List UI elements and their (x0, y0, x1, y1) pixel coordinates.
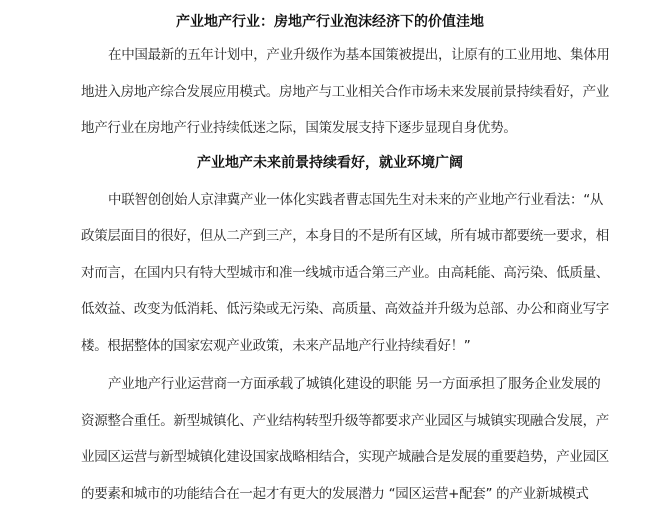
article-title: 产业地产行业：房地产行业泡沫经济下的价值洼地 (176, 14, 484, 30)
paragraph-line: 的要素和城市的功能结合在一起才有更大的发展潜力 “园区运营+配套” 的产业新城模式 (81, 485, 589, 502)
paragraph-line: 对而言，在国内只有特大型城市和准一线城市适合第三产业。由高耗能、高污染、低质量、 (81, 264, 609, 281)
paragraph-quote (81, 182, 609, 365)
paragraph-line: 在中国最新的五年计划中，产业升级作为基本国策被提出，让原有的工业用地、集体用 (108, 47, 610, 63)
paragraph-line: 资源整合重任。新型城镇化、产业结构转型升级等都要求产业园区与城镇实现融合发展，产 (81, 412, 609, 429)
paragraph-line: 产业地产行业运营商一方面承载了城镇化建设的职能 另一方面承担了服务企业发展的 (108, 376, 601, 392)
paragraph-line: 地进入房地产综合发展应用模式。房地产与工业相关合作市场未来发展前景持续看好，产业 (81, 83, 609, 100)
section-subtitle: 产业地产未来前景持续看好，就业环境广阔 (197, 154, 463, 171)
paragraph-line: 政策层面目的很好，但从二产到三产，本身目的不是所有区域，所有城市都要统一要求，相 (81, 228, 609, 244)
paragraph-line: 中联智创创始人京津冀产业一体化实践者曹志国先生对未来的产业地产行业看法：“从 (108, 191, 604, 208)
paragraph-line: 业园区运营与新型城镇化建设国家战略相结合，实现产城融合是发展的重要趋势，产业园区 (81, 449, 609, 465)
paragraph-line: 地产行业在房地产行业持续低迷之际，国策发展支持下逐步显现自身优势。 (81, 120, 517, 136)
paragraph-operators (81, 366, 609, 512)
paragraph-line: 楼。根据整体的国家宏观产业政策，未来产品地产行业持续看好！” (81, 337, 471, 354)
article (81, 0, 610, 512)
paragraph-intro (81, 37, 610, 147)
paragraph-line: 低效益、改变为低消耗、低污染或无污染、高质量、高效益并升级为总部、办公和商业写字 (81, 301, 609, 317)
